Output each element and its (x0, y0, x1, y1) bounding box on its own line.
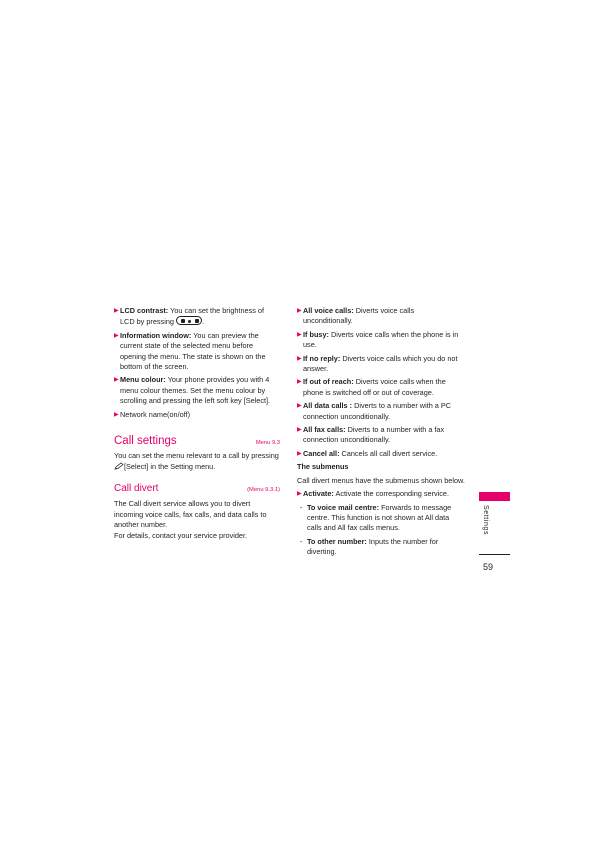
section-side-label (482, 505, 492, 545)
dash-marker: - (300, 502, 303, 512)
call-divert-text2: For details, contact your service provider. (114, 530, 248, 540)
call-settings-menu-ref: Menu 9.3 (255, 440, 280, 447)
pen-soft-key-icon (114, 462, 124, 470)
call-divert-menu-ref: (Menu 9.3.1) (247, 487, 280, 494)
page-number: 59 (483, 562, 494, 572)
dash-item-voice-mail (297, 503, 465, 534)
triangle-bullet-icon: ▶ (114, 411, 119, 418)
call-settings-lead: You can set the menu relevant to a call by pressing (114, 451, 279, 461)
bullet-term: If no reply: (303, 353, 341, 363)
right-column (297, 306, 465, 561)
triangle-bullet-icon: ▶ (297, 379, 302, 386)
bullet-lcd-contrast (114, 306, 280, 328)
triangle-bullet-icon: ▶ (297, 355, 302, 362)
submenus-intro: Call divert menus have the submenus shown below. (297, 475, 465, 485)
bullet-term: Information window: (120, 330, 192, 340)
triangle-bullet-icon: ▶ (114, 332, 119, 339)
bullet-text: Network name(on/off) (120, 409, 191, 419)
triangle-bullet-icon: ▶ (297, 491, 302, 498)
call-settings-text (114, 451, 280, 472)
dash-marker: - (300, 536, 303, 546)
bullet-text-end: . (201, 317, 204, 327)
bullet-text: You can preview the current state of the selected menu before opening the menu. The state is shown on the bottom of the screen. (120, 330, 266, 372)
dash-item-other-number (297, 537, 465, 558)
bullet-term: If out of reach: (303, 377, 354, 387)
bullet-text: Activate the corresponding service. (333, 489, 450, 499)
navigation-key-icon (176, 316, 202, 325)
bullet-text: Diverts voice calls when the phone is in use. (303, 329, 459, 350)
bullet-if-out-of-reach (297, 377, 465, 398)
bullet-term: Activate: (303, 489, 334, 499)
bullet-all-fax-calls (297, 425, 465, 446)
triangle-bullet-icon: ▶ (297, 403, 302, 410)
bullet-text: Cancels all call divert service. (339, 448, 438, 458)
bullet-term: All fax calls: (303, 425, 346, 435)
call-settings-title: Call settings (114, 435, 177, 448)
left-column (114, 306, 280, 541)
call-settings-header (114, 434, 280, 448)
dash-term: To voice mail centre: (307, 502, 380, 512)
bullet-text: Diverts to a number with a PC connection unconditionally. (303, 401, 452, 421)
bullet-cancel-all (297, 449, 465, 459)
side-divider (479, 554, 510, 555)
bullet-text: Your phone provides you with 4 menu colour themes. Set the menu colour by scrolling and pressing the left soft key [Select]. (120, 375, 271, 406)
bullet-all-data-calls (297, 401, 465, 422)
bullet-term: Cancel all: (303, 448, 340, 458)
bullet-term: All voice calls: (303, 306, 354, 315)
bullet-term: All data calls : (303, 401, 353, 411)
call-settings-tail: [Select] in the Setting menu. (124, 461, 216, 471)
bullet-activate (297, 489, 465, 499)
bullet-information-window (114, 331, 280, 373)
bullet-text: Diverts voice calls which you do not answer. (303, 353, 458, 374)
section-tab-marker (479, 492, 510, 501)
triangle-bullet-icon: ▶ (297, 450, 302, 457)
bullet-if-busy (297, 330, 465, 351)
call-divert-header (114, 482, 280, 496)
dash-text: Inputs the number for diverting. (307, 536, 439, 557)
call-divert-title: Call divert (114, 483, 159, 495)
triangle-bullet-icon: ▶ (114, 377, 119, 384)
bullet-menu-colour (114, 375, 280, 406)
triangle-bullet-icon: ▶ (297, 308, 302, 314)
section-label-text: Settings (482, 505, 489, 536)
bullet-all-voice-calls (297, 306, 465, 327)
bullet-text: You can set the brightness of LCD by pressing (120, 306, 264, 327)
triangle-bullet-icon: ▶ (297, 427, 302, 434)
bullet-text: Diverts voice calls unconditionally. (303, 306, 415, 326)
submenus-heading: The submenus (297, 462, 349, 472)
bullet-text: Diverts to a number with a fax connection unconditionally. (303, 425, 445, 445)
call-divert-text1: The Call divert service allows you to divert incoming voice calls, fax calls, and data calls to another number. (114, 499, 267, 530)
dash-term: To other number: (307, 536, 367, 546)
bullet-network-name (114, 410, 280, 420)
bullet-term: Menu colour: (120, 375, 166, 385)
dash-text: Forwards to message centre. This function is not shown at All data calls and All fax calls menus. (307, 502, 452, 533)
bullet-term: LCD contrast: (120, 306, 169, 315)
triangle-bullet-icon: ▶ (114, 308, 119, 314)
bullet-text: Diverts voice calls when the phone is switched off or out of coverage. (303, 377, 446, 397)
bullet-if-no-reply (297, 354, 465, 375)
triangle-bullet-icon: ▶ (297, 331, 302, 338)
bullet-term: If busy: (303, 329, 329, 339)
